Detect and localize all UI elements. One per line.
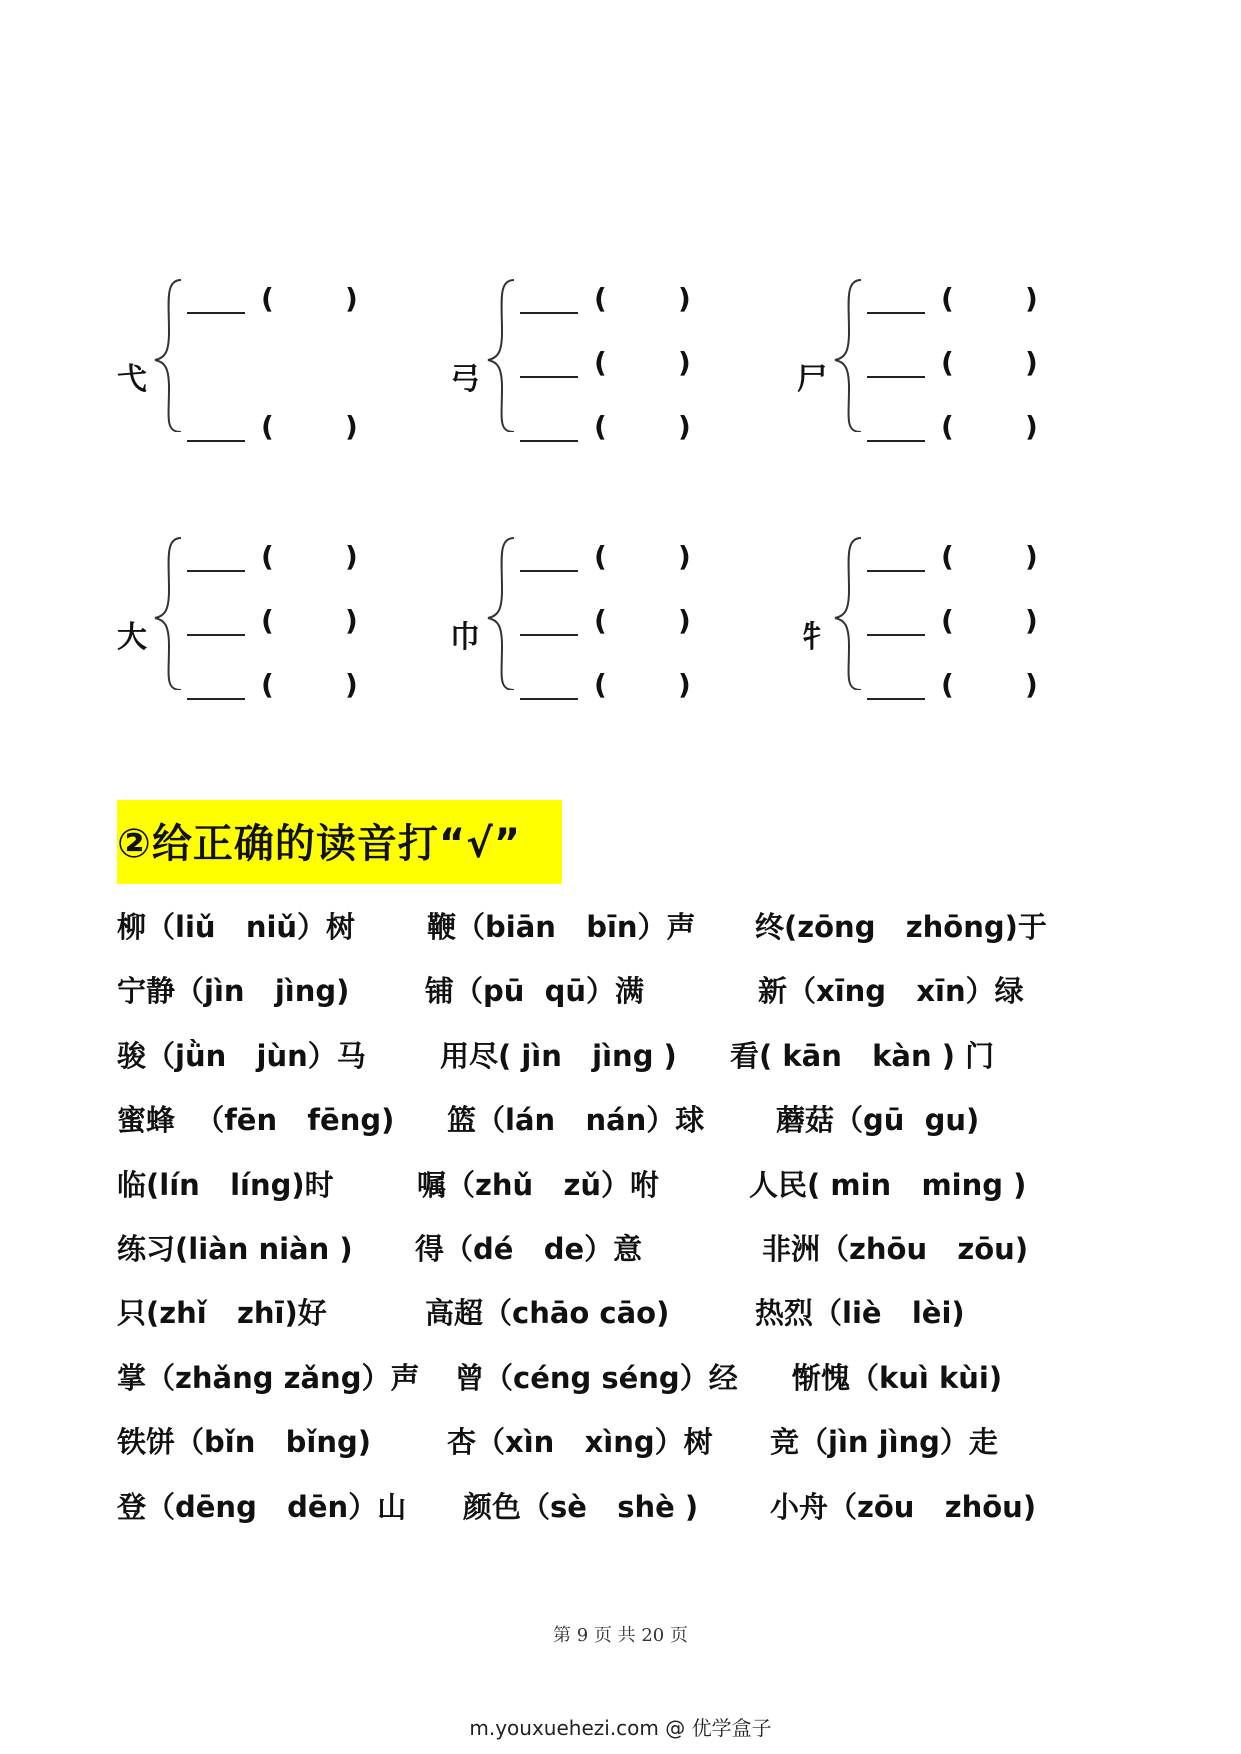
pinyin-choice-item[interactable]: 曾（céng séng）经 (455, 1361, 738, 1395)
char-blank[interactable] (187, 698, 245, 700)
left-paren: ( (941, 410, 954, 443)
pinyin-choice-item[interactable]: 终(zōng zhōng)于 (755, 910, 1047, 944)
pinyin-choice-item[interactable]: 登（dēng dēn）山 (117, 1490, 407, 1524)
right-paren: ) (1025, 604, 1038, 637)
right-paren: ) (1025, 282, 1038, 315)
answer-slot[interactable] (187, 410, 387, 450)
left-paren: ( (941, 540, 954, 573)
pinyin-choice-item[interactable]: 掌（zhǎng zǎng）声 (117, 1361, 420, 1395)
right-paren: ) (345, 668, 358, 701)
answer-slot[interactable] (187, 282, 387, 322)
pinyin-choice-item[interactable]: 练习(liàn niàn ) (117, 1232, 353, 1266)
pinyin-choice-item[interactable]: 得（dé de）意 (415, 1232, 643, 1266)
pinyin-choice-item[interactable]: 铁饼（bǐn bǐng) (117, 1425, 371, 1459)
left-paren: ( (261, 410, 274, 443)
char-blank[interactable] (187, 440, 245, 442)
answer-slot[interactable] (867, 346, 1067, 386)
left-paren: ( (594, 540, 607, 573)
left-paren: ( (261, 604, 274, 637)
pinyin-choice-item[interactable]: 宁静（jìn jìng) (117, 974, 350, 1008)
char-blank[interactable] (520, 698, 578, 700)
pinyin-choice-item[interactable]: 嘱（zhǔ zǔ）咐 (417, 1168, 659, 1202)
left-paren: ( (261, 540, 274, 573)
right-paren: ) (1025, 346, 1038, 379)
radical-char: 尸 (797, 362, 827, 397)
char-blank[interactable] (867, 440, 925, 442)
left-paren: ( (941, 668, 954, 701)
left-paren: ( (594, 346, 607, 379)
left-brace (151, 530, 187, 690)
right-paren: ) (678, 604, 691, 637)
pinyin-choice-item[interactable]: 非洲（zhōu zōu) (762, 1232, 1029, 1266)
site-watermark: m.youxuehezi.com @ 优学盒子 (469, 1716, 772, 1740)
right-paren: ) (678, 540, 691, 573)
section-2-heading: ②给正确的读音打“√” (117, 821, 522, 867)
char-blank[interactable] (520, 570, 578, 572)
section-2-banner (117, 800, 562, 884)
left-brace (831, 272, 867, 432)
answer-slot[interactable] (520, 668, 720, 708)
radical-char: 牜 (797, 620, 827, 655)
pinyin-choice-item[interactable]: 人民( min ming ) (749, 1168, 1027, 1202)
char-blank[interactable] (520, 376, 578, 378)
left-paren: ( (594, 410, 607, 443)
right-paren: ) (345, 604, 358, 637)
radical-group (117, 530, 417, 701)
pinyin-choice-item[interactable]: 蜜蜂 （fēn fēng) (117, 1103, 395, 1137)
radical-group (450, 272, 750, 443)
pinyin-choice-item[interactable]: 鞭（biān bīn）声 (427, 910, 696, 944)
left-brace (831, 530, 867, 690)
pinyin-choice-item[interactable]: 杏（xìn xìng）树 (447, 1425, 713, 1459)
left-paren: ( (261, 668, 274, 701)
radical-char: 大 (117, 620, 147, 655)
answer-slot[interactable] (520, 410, 720, 450)
right-paren: ) (678, 346, 691, 379)
pinyin-choice-item[interactable]: 铺（pū qū）满 (425, 974, 645, 1008)
left-brace (484, 530, 520, 690)
radical-group (797, 272, 1097, 443)
char-blank[interactable] (520, 440, 578, 442)
answer-slot[interactable] (867, 540, 1067, 580)
left-paren: ( (594, 282, 607, 315)
radical-char: 巾 (450, 620, 480, 655)
char-blank[interactable] (867, 698, 925, 700)
right-paren: ) (1025, 410, 1038, 443)
char-blank[interactable] (867, 634, 925, 636)
char-blank[interactable] (520, 312, 578, 314)
page-number: 第 9 页 共 20 页 (553, 1625, 688, 1646)
char-blank[interactable] (867, 570, 925, 572)
char-blank[interactable] (867, 312, 925, 314)
answer-slot[interactable] (520, 346, 720, 386)
pinyin-choice-item[interactable]: 蘑菇（gū gu) (776, 1103, 980, 1137)
right-paren: ) (678, 282, 691, 315)
answer-slot[interactable] (520, 540, 720, 580)
left-paren: ( (941, 346, 954, 379)
left-brace (151, 272, 187, 432)
answer-slot[interactable] (867, 668, 1067, 708)
left-paren: ( (594, 668, 607, 701)
char-blank[interactable] (187, 634, 245, 636)
right-paren: ) (678, 668, 691, 701)
char-blank[interactable] (187, 312, 245, 314)
pinyin-choice-item[interactable]: 篮（lán nán）球 (447, 1103, 705, 1137)
char-blank[interactable] (520, 634, 578, 636)
pinyin-choice-item[interactable]: 只(zhǐ zhī)好 (117, 1296, 327, 1330)
left-brace (484, 272, 520, 432)
pinyin-choice-item[interactable]: 新（xīng xīn）绿 (758, 974, 1024, 1008)
radical-group (117, 272, 417, 443)
pinyin-choice-item[interactable]: 颜色（sè shè ) (463, 1490, 699, 1524)
right-paren: ) (1025, 668, 1038, 701)
pinyin-choice-item[interactable]: 柳（liǔ niǔ）树 (117, 910, 356, 944)
pinyin-choice-item[interactable]: 小舟（zōu zhōu) (770, 1490, 1037, 1524)
pinyin-choice-item[interactable]: 用尽( jìn jìng ) (440, 1039, 677, 1073)
right-paren: ) (678, 410, 691, 443)
pinyin-choice-item[interactable]: 看( kān kàn ) 门 (730, 1039, 995, 1073)
left-paren: ( (261, 282, 274, 315)
answer-slot[interactable] (187, 604, 387, 644)
radical-group (797, 530, 1097, 701)
right-paren: ) (345, 540, 358, 573)
pinyin-choice-item[interactable]: 惭愧（kuì kùi) (792, 1361, 1003, 1395)
right-paren: ) (345, 282, 358, 315)
answer-slot[interactable] (867, 410, 1067, 450)
char-blank[interactable] (187, 570, 245, 572)
answer-slot[interactable] (187, 540, 387, 580)
pinyin-choice-item[interactable]: 临(lín líng)时 (117, 1168, 334, 1202)
radical-char: 弓 (450, 362, 480, 397)
answer-slot[interactable] (520, 604, 720, 644)
pinyin-choice-item[interactable]: 骏（jǜn jùn）马 (117, 1039, 366, 1073)
answer-slot[interactable] (520, 282, 720, 322)
char-blank[interactable] (867, 376, 925, 378)
radical-char: 弋 (117, 362, 147, 397)
pinyin-choice-item[interactable]: 热烈（liè lèi) (755, 1296, 965, 1330)
pinyin-choice-item[interactable]: 竞（jìn jìng）走 (770, 1425, 998, 1459)
right-paren: ) (1025, 540, 1038, 573)
right-paren: ) (345, 410, 358, 443)
pinyin-choice-item[interactable]: 高超（chāo cāo) (425, 1296, 670, 1330)
left-paren: ( (941, 604, 954, 637)
left-paren: ( (941, 282, 954, 315)
radical-group (450, 530, 750, 701)
answer-slot[interactable] (867, 604, 1067, 644)
answer-slot[interactable] (867, 282, 1067, 322)
answer-slot[interactable] (187, 668, 387, 708)
left-paren: ( (594, 604, 607, 637)
